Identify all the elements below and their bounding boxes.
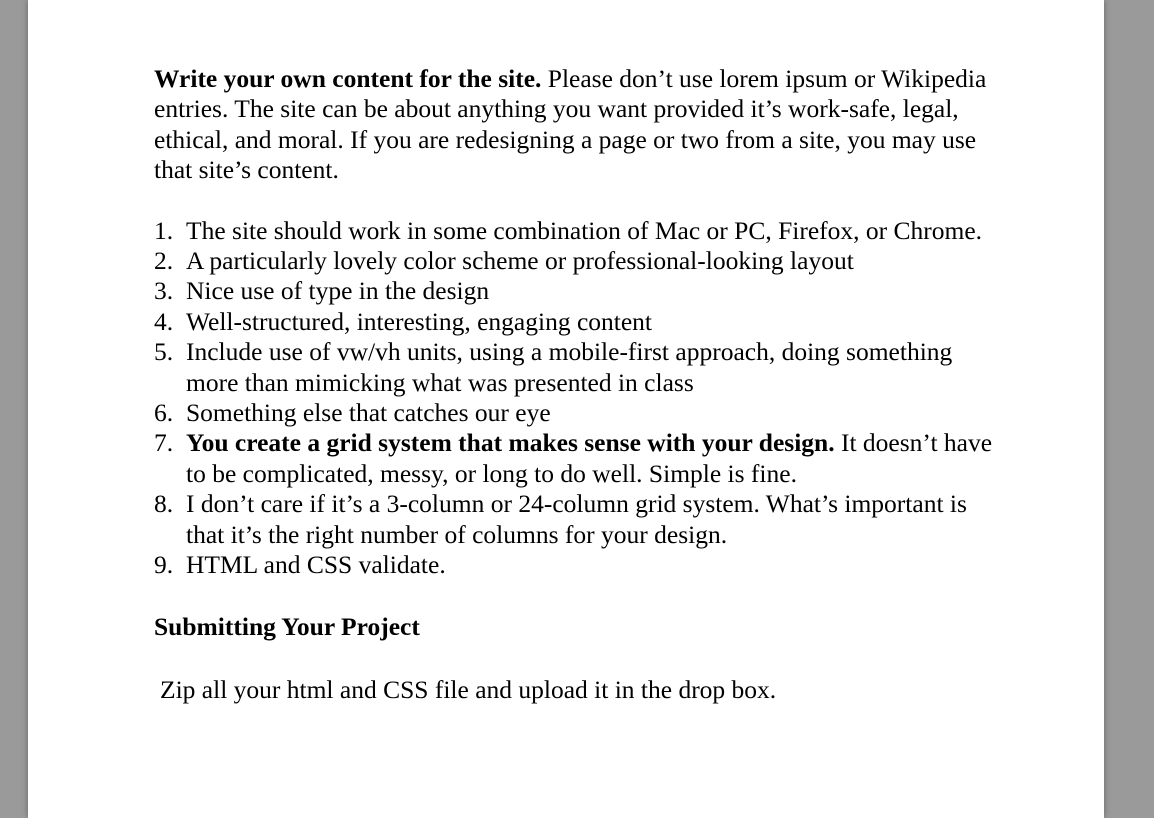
list-item-text: Something else that catches our eye xyxy=(186,398,551,428)
list-item xyxy=(154,428,994,489)
list-number: 5. xyxy=(154,337,174,367)
list-number: 3. xyxy=(154,276,174,306)
list-item-text: The site should work in some combination of Mac or PC, Firefox, or Chrome. xyxy=(186,215,983,245)
submitting-heading: Submitting Your Project xyxy=(154,611,420,641)
list-item-bold: You create a grid system that makes sense with your design. xyxy=(186,428,835,458)
list-item-text: I don’t care if it’s a 3-column or 24-column grid system. What’s important is that it’s the right number of columns for your design. xyxy=(186,489,967,549)
list-item xyxy=(154,307,994,337)
intro-paragraph xyxy=(154,64,994,186)
intro-bold-text: Write your own content for the site. xyxy=(154,64,542,93)
list-item xyxy=(154,246,994,276)
list-item xyxy=(154,550,994,580)
document-page xyxy=(28,0,1104,818)
list-item-text: It doesn’t have to be complicated, messy, or long to do well. Simple is fine. xyxy=(186,428,993,488)
list-item-text: Include use of vw/vh units, using a mobile-first approach, doing something more than mimicking what was presented in class xyxy=(186,337,953,397)
list-item-text: Nice use of type in the design xyxy=(186,276,490,306)
list-number: 8. xyxy=(154,489,174,519)
list-item-text: HTML and CSS validate. xyxy=(186,550,446,580)
list-number: 7. xyxy=(154,428,174,458)
list-item xyxy=(154,337,994,398)
requirements-list xyxy=(154,216,994,581)
list-number: 6. xyxy=(154,398,174,428)
intro-text: Please don’t use lorem ipsum or Wikipedia entries. The site can be about anything you want provided it’s work-safe, legal, ethical, and moral. If you are redesigning a page or two from a site, you may use that site’s content. xyxy=(154,64,987,185)
submitting-text: Zip all your html and CSS file and upload it in the drop box. xyxy=(160,674,777,704)
list-item xyxy=(154,398,994,428)
list-item xyxy=(154,489,994,550)
list-number: 1. xyxy=(154,215,174,245)
list-item-text: Well-structured, interesting, engaging content xyxy=(186,306,653,336)
list-item-text: A particularly lovely color scheme or professional-looking layout xyxy=(186,246,854,276)
page-content xyxy=(154,64,994,705)
list-number: 2. xyxy=(154,246,174,276)
list-item xyxy=(154,216,994,246)
list-number: 4. xyxy=(154,306,174,336)
list-item xyxy=(154,276,994,306)
list-number: 9. xyxy=(154,550,174,580)
